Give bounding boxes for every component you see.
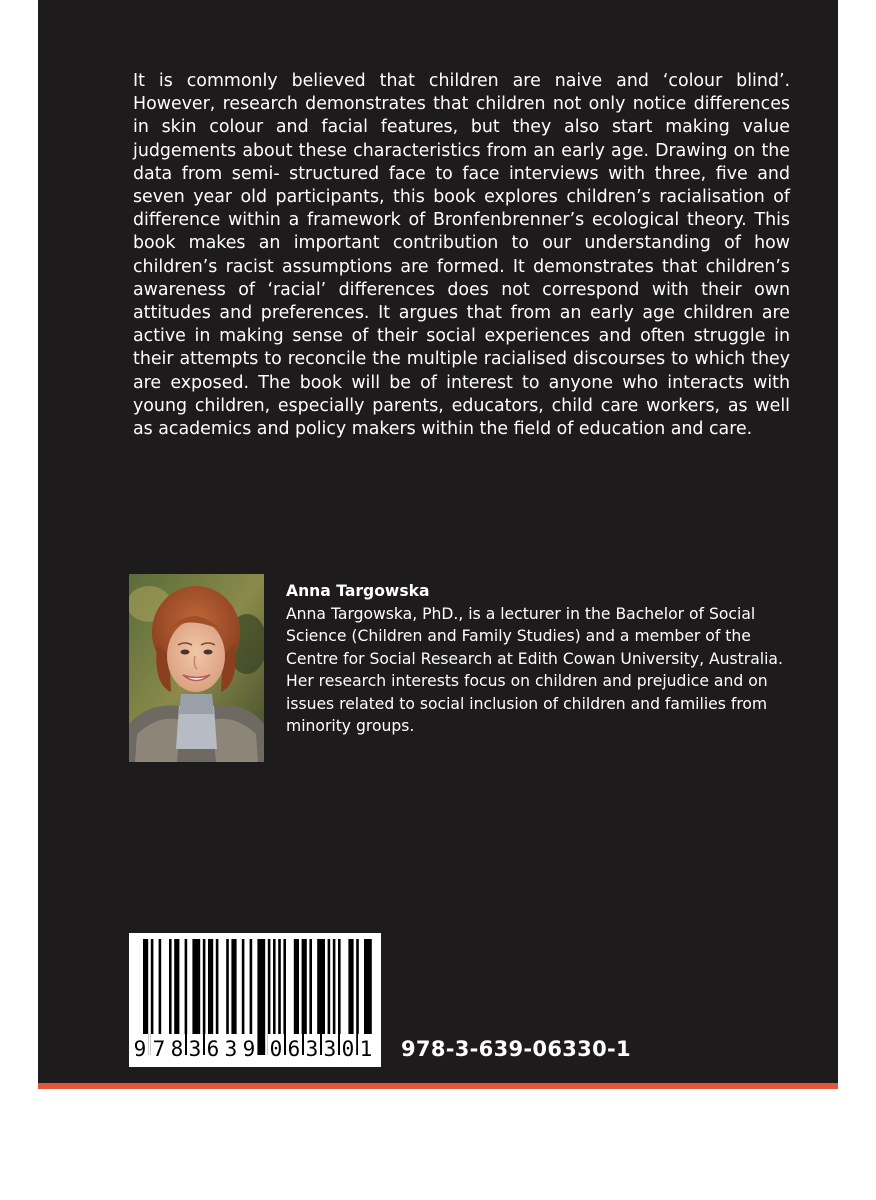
book-description: It is commonly believed that children are naive and ‘colour blind’. However, research demonstrates that children not only notice differences in skin colour and facial features, but they also start making value judgements about these characteristics from an early age. Drawing on the data from semi- structured face to face interviews with three, five and seven year old participants, this book explores children’s racialisation of difference within a framework of Bronfenbrenner’s ecological theory. This book makes an important contribution to our understanding of how children’s racist assumptions are formed. It demonstrates that children’s awareness of ‘racial’ differences does not correspond with their own attitudes and preferences. It argues that from an early age children are active in making sense of their social experiences and often struggle in their attempts to reconcile the multiple racialised discourses to which they are exposed. The book will be of interest to anyone who interacts with young children, especially parents, educators, child care workers, as well as academics and policy makers within the field of education and care. bbox=[133, 71, 790, 440]
accent-strip bbox=[38, 1083, 838, 1089]
author-section bbox=[286, 580, 806, 738]
barcode-digit: 7 bbox=[151, 1034, 167, 1064]
barcode-digit: 0 bbox=[340, 1034, 356, 1064]
barcode-digit: 3 bbox=[223, 1034, 239, 1064]
author-bio: Anna Targowska, PhD., is a lecturer in the Bachelor of Social Science (Children and Family Studies) and a member of the Centre for Social Research at Edith Cowan University, Australia. Her research interests focus on children and prejudice and on issues related to social inclusion of children and families from minority groups. bbox=[286, 604, 783, 735]
barcode-digit: 3 bbox=[322, 1034, 338, 1064]
barcode-digit: 9 bbox=[132, 1034, 148, 1064]
isbn: 978-3-639-06330-1 bbox=[401, 1037, 631, 1061]
barcode-digit: 6 bbox=[286, 1034, 302, 1064]
barcode-digit: 8 bbox=[169, 1034, 185, 1064]
barcode-digit: 1 bbox=[358, 1034, 374, 1064]
author-name: Anna Targowska bbox=[286, 582, 430, 600]
barcode-digit: 0 bbox=[268, 1034, 284, 1064]
barcode-digit: 3 bbox=[187, 1034, 203, 1064]
barcode-digits bbox=[129, 1034, 381, 1064]
barcode-digit: 3 bbox=[304, 1034, 320, 1064]
barcode bbox=[129, 933, 381, 1067]
barcode-digit: 9 bbox=[241, 1034, 257, 1064]
author-photo bbox=[129, 574, 264, 762]
barcode-digit: 6 bbox=[205, 1034, 221, 1064]
